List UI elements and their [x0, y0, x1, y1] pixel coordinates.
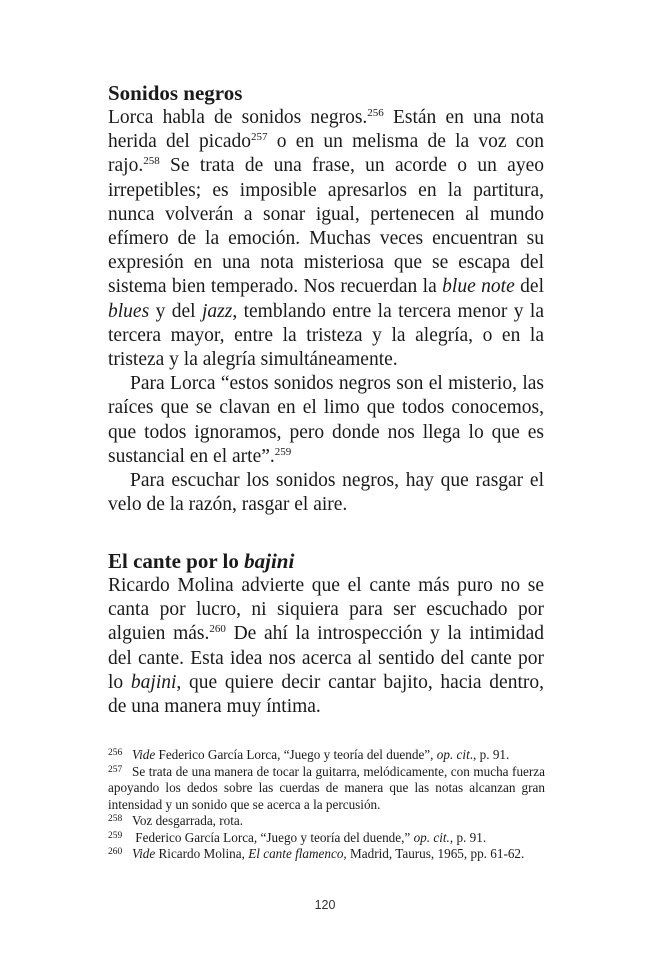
footnote-ref[interactable]: 260	[209, 623, 226, 636]
footnotes	[108, 747, 545, 863]
footnote-ref[interactable]: 258	[143, 155, 160, 168]
paragraph: Para Lorca “estos sonidos negros son el misterio, las raíces que se clavan en el limo que todos conocemos, que todos ignoramos, pero donde nos llega lo que es sustancial en el arte”.$^{259}$	[108, 373, 544, 467]
section-sonidos-negros	[108, 80, 544, 517]
footnote: 256 Vide Federico García Lorca, “Juego y teoría del duende”, op. cit., p. 91.	[108, 747, 510, 762]
footnote-ref[interactable]: 257	[251, 131, 268, 144]
section-cante-bajini	[108, 548, 544, 719]
footnote: 260 Vide Ricardo Molina, El cante flamenco, Madrid, Taurus, 1965, pp. 61-62.	[108, 846, 525, 861]
section-title: El cante por lo bajini	[108, 549, 295, 573]
footnote: 258 Voz desgarrada, rota.	[108, 813, 244, 828]
paragraph: Para escuchar los sonidos negros, hay que rasgar el velo de la razón, rasgar el aire.	[108, 470, 544, 516]
paragraph: Ricardo Molina advierte que el cante más puro no se canta por lucro, ni siquiera para ser escuchado por alguien más.$^{260}$ De ahí la introspección y la intimidad del cante. Esta idea nos acerca al sentido del cante por lo bajini, que quiere decir cantar bajito, hacia dentro, de una manera muy íntima.	[108, 575, 545, 718]
footnote-ref[interactable]: 256	[367, 107, 384, 119]
footnote: 257 Se trata de una manera de tocar la guitarra, melódicamente, con mucha fuerza apoyando los dedos sobre las cuerdas de manera que las notas alcanzan gran intensidad y un sonido que se acerca a la percusión.	[108, 763, 545, 812]
page-number: 120	[314, 898, 336, 912]
paragraph: Lorca habla de sonidos negros.$^{256}$ Están en una nota herida del picado$^{257}$ o en un melisma de la voz con rajo.$^{258}$ Se trata de una frase, un acorde o un ayeo irrepetibles; es imposible apresarlos en la partitura, nunca volverán a sonar igual, pertenecen al mundo efímero de la emoción. Muchas veces encuentran su expresión en una nota misteriosa que se escapa del sistema bien temperado. Nos recuerdan la blue note del blues y del jazz, temblando entre la tercera menor y la tercera mayor, entre la tristeza y la alegría, o en la tristeza y la alegría simultáneamente.	[108, 107, 544, 371]
footnote: 259 Federico García Lorca, “Juego y teoría del duende,” op. cit., p. 91.	[108, 829, 487, 845]
footnote-ref[interactable]: 259	[274, 445, 292, 458]
section-title: Sonidos negros	[108, 81, 243, 105]
